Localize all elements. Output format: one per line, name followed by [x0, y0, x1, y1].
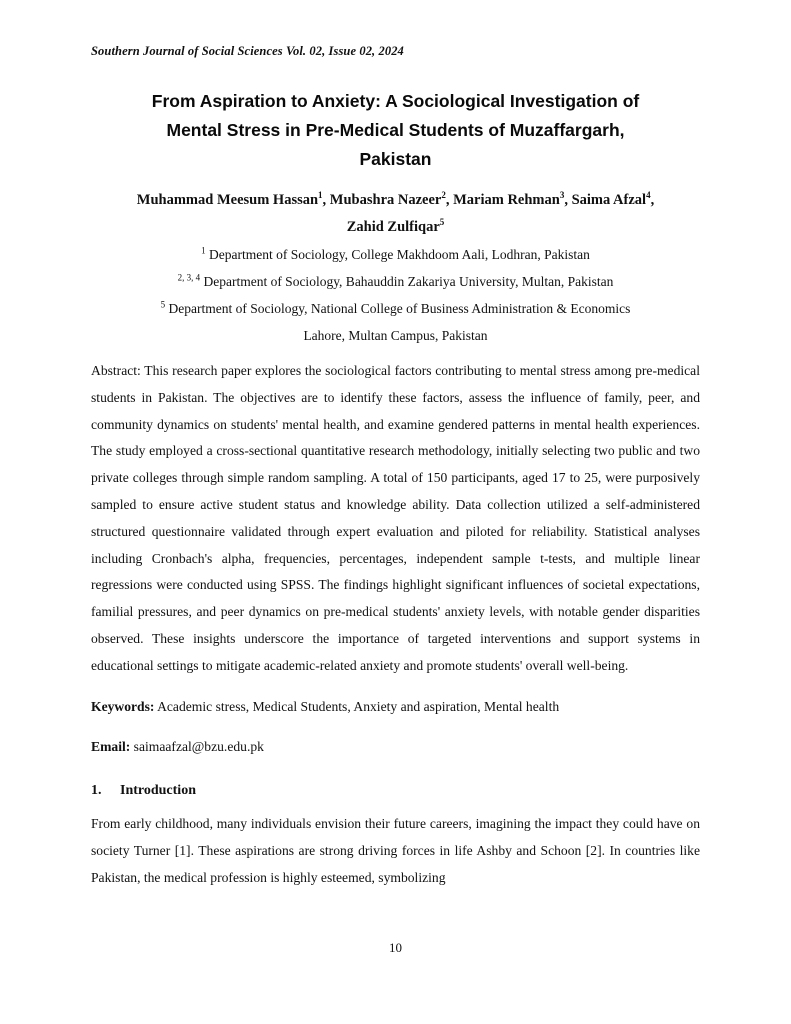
- paper-title-line-3: Pakistan: [359, 149, 432, 169]
- affiliation-text: Department of Sociology, National College of Business Administration & Economics: [165, 301, 631, 316]
- authors-block: [91, 187, 700, 241]
- authors-line-1: [91, 187, 700, 214]
- affiliation-text: Department of Sociology, Bahauddin Zakariya University, Multan, Pakistan: [200, 274, 614, 289]
- affiliation-line: [91, 241, 700, 268]
- keywords-line: [91, 694, 700, 721]
- introduction-paragraph: From early childhood, many individuals envision their future careers, imagining the impact they could have on society Turner [1]. These aspirations are strong driving forces in life Ashby and Schoon [2]. In countries like Pakistan, the medical profession is highly esteemed, symbolizing: [91, 816, 700, 885]
- author-name: Mubashra Nazeer: [329, 192, 442, 208]
- affiliation-line: [91, 322, 700, 349]
- author-superscript: 1: [318, 190, 323, 201]
- affiliation-superscript: 2, 3, 4: [177, 272, 201, 283]
- author-superscript: 2: [441, 190, 446, 201]
- section-number: 1.: [91, 783, 102, 799]
- paper-title: [91, 87, 700, 174]
- author-superscript: 4: [646, 190, 651, 201]
- email-label: Email:: [91, 739, 131, 755]
- affiliation-line: [91, 268, 700, 295]
- author-name: Saima Afzal: [571, 192, 647, 208]
- paper-title-line-2: Mental Stress in Pre-Medical Students of Muzaffargarh,: [166, 120, 625, 140]
- page-number: 10: [389, 940, 402, 955]
- affiliation-text: Lahore, Multan Campus, Pakistan: [303, 328, 488, 343]
- affiliation-line: [91, 295, 700, 322]
- author-separator: ,: [445, 192, 454, 208]
- paper-title-line-1: From Aspiration to Anxiety: A Sociological Investigation of: [151, 91, 640, 111]
- authors-line-2: [91, 214, 700, 241]
- abstract-paragraph: Abstract: This research paper explores the sociological factors contributing to mental stress among pre-medical students in Pakistan. The objectives are to identify these factors, assess the influence of family, peer, and community dynamics on students' mental health, and examine gendered patterns in mental health experiences. The study employed a cross-sectional quantitative research methodology, initially selecting two public and two private colleges through simple random sampling. A total of 150 participants, aged 17 to 25, were purposively sampled to ensure active student status and knowledge ability. Data collection utilized a self-administered structured questionnaire validated through expert evaluation and piloted for reliability. Statistical analyses including Cronbach's alpha, frequencies, percentages, independent sample t-tests, and multiple linear regressions were conducted using SPSS. The findings highlight significant influences of societal expectations, familial pressures, and peer dynamics on pre-medical students' anxiety levels, with notable gender disparities observed. These insights underscore the importance of targeted interventions and support systems in educational settings to mitigate academic-related anxiety and promote students' overall well-being.: [91, 363, 700, 673]
- section-title: Introduction: [120, 783, 196, 799]
- email-text: saimaafzal@bzu.edu.pk: [130, 739, 264, 755]
- email-line: [91, 734, 700, 761]
- keywords-text: Academic stress, Medical Students, Anxiety and aspiration, Mental health: [154, 698, 560, 714]
- author-superscript: 3: [559, 190, 565, 201]
- section-heading-introduction: [91, 777, 700, 804]
- journal-header: Southern Journal of Social Sciences Vol. 02, Issue 02, 2024: [91, 44, 404, 58]
- affiliation-text: Department of Sociology, College Makhdoom Aali, Lodhran, Pakistan: [205, 247, 590, 262]
- author-separator: ,: [650, 192, 655, 208]
- author-separator: ,: [322, 192, 330, 208]
- author-separator: ,: [564, 192, 572, 208]
- author-superscript: 5: [439, 217, 445, 228]
- keywords-label: Keywords:: [91, 698, 155, 714]
- affiliations-block: [91, 241, 700, 349]
- author-name: Muhammad Meesum Hassan: [136, 192, 319, 208]
- affiliation-superscript: 5: [160, 299, 166, 310]
- author-name: Mariam Rehman: [453, 192, 560, 208]
- author-name: Zahid Zulfiqar: [346, 219, 440, 235]
- affiliation-superscript: 1: [201, 245, 206, 256]
